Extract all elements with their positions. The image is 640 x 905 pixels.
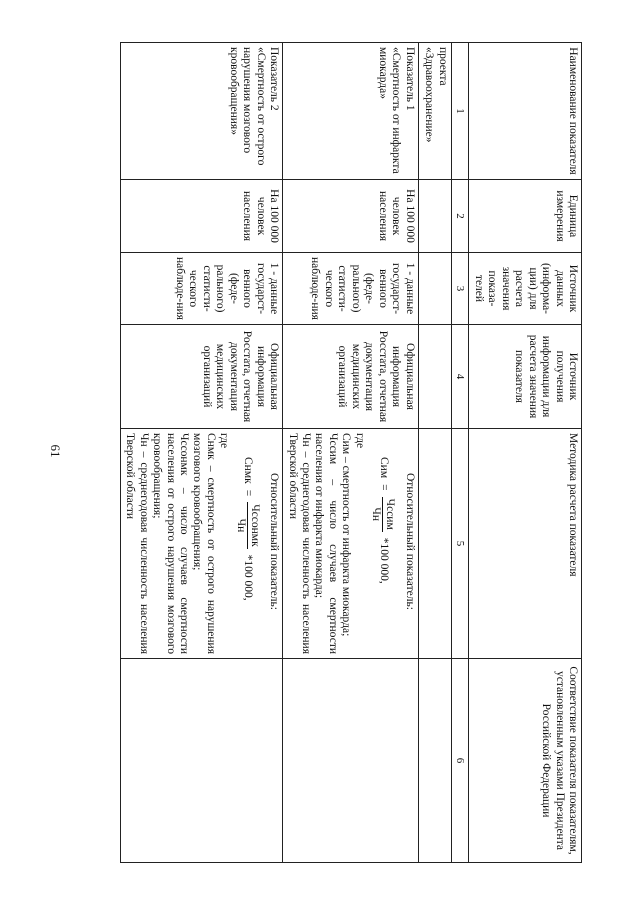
indicator-source: 1 - данные государст-венного (феде-рального) статисти-ческого наблюде-ния <box>283 253 418 325</box>
formula-numerator: Чссим <box>384 498 397 530</box>
formula-multiplier: *100 000, <box>242 554 255 601</box>
table-row <box>120 43 282 863</box>
indicator-origin: Официальная информация Росстата, отчетная документация медицинских организаций <box>283 325 418 429</box>
method-definition: Чссонмк – число случаев смертности населения от острого нарушения мозгового кровообращения; <box>151 433 190 654</box>
column-number: 1 <box>451 43 469 180</box>
column-number: 5 <box>451 429 469 659</box>
formula-eq: = <box>242 489 255 497</box>
formula-lhs: Сим <box>377 457 390 479</box>
column-number: 3 <box>451 253 469 325</box>
column-number: 6 <box>451 659 469 863</box>
header-name: Наименование показателя <box>469 43 582 180</box>
table-row <box>283 43 418 863</box>
indicator-name: Показатель 1 «Смертность от инфаркта миокарда» <box>283 43 418 180</box>
indicator-unit: На 100 000 человек населения <box>283 180 418 253</box>
method-definition: Сим – смертность от инфаркта миокарда; <box>340 433 353 637</box>
section-row <box>418 43 451 863</box>
header-unit: Единица измерения <box>469 180 582 253</box>
formula <box>370 457 396 654</box>
indicator-method <box>120 429 282 659</box>
indicator-source: 1 - данные государст-венного (феде-рального) статисти-ческого наблюде-ния <box>120 253 282 325</box>
method-where: где <box>218 433 231 449</box>
formula-denominator: Чн <box>370 507 383 521</box>
rotated-table-sheet <box>94 42 582 862</box>
page-number: 61 <box>48 444 63 458</box>
indicator-name: Показатель 2 «Смертность от острого нарушения мозгового кровообращения» <box>120 43 282 180</box>
column-number: 4 <box>451 325 469 429</box>
method-where: где <box>353 433 366 449</box>
header-method: Методика расчета показателя <box>469 429 582 659</box>
formula-denominator: Чн <box>234 518 247 533</box>
formula-numerator: Чссонмк <box>248 504 261 547</box>
section-title: проекта «Здравоохранение» <box>418 43 451 180</box>
method-intro: Относительный показатель: <box>268 473 281 610</box>
formula-lhs: Снмк <box>242 457 255 484</box>
column-number-row <box>451 43 469 863</box>
header-origin: Источник получения информации для расчета значения показателя <box>469 325 582 429</box>
method-definition: Снмк – смертность от острого нарушения мозгового кровообращения; <box>191 433 217 654</box>
indicator-compliance <box>283 659 418 863</box>
indicator-origin: Официальная информация Росстата, отчетная документация медицинских организаций <box>120 325 282 429</box>
method-intro: Относительный показатель: <box>403 473 416 610</box>
header-compliance: Соответствие показателя показателям, установленным указами Президента Российской Федерации <box>469 659 582 863</box>
header-source: Источник данных (информа-ции) для расчета значения показа-телей <box>469 253 582 325</box>
indicator-compliance <box>120 659 282 863</box>
indicator-unit: На 100 000 человек населения <box>120 180 282 253</box>
method-definition: Чн – среднегодовая численность населения Тверской области <box>286 433 312 654</box>
formula-multiplier: *100 000, <box>377 537 390 584</box>
formula <box>234 457 260 654</box>
indicator-table <box>120 42 582 863</box>
method-definition: Чн – среднегодовая численность населения Тверской области <box>124 433 150 654</box>
formula-eq: = <box>377 484 390 491</box>
indicator-method <box>283 429 418 659</box>
formula-fraction <box>234 502 260 548</box>
formula-fraction <box>370 497 396 532</box>
column-number: 2 <box>451 180 469 253</box>
method-definition: Чссим – число случаев смертности населения от инфаркта миокарда; <box>313 433 339 654</box>
table-header-row <box>469 43 582 863</box>
